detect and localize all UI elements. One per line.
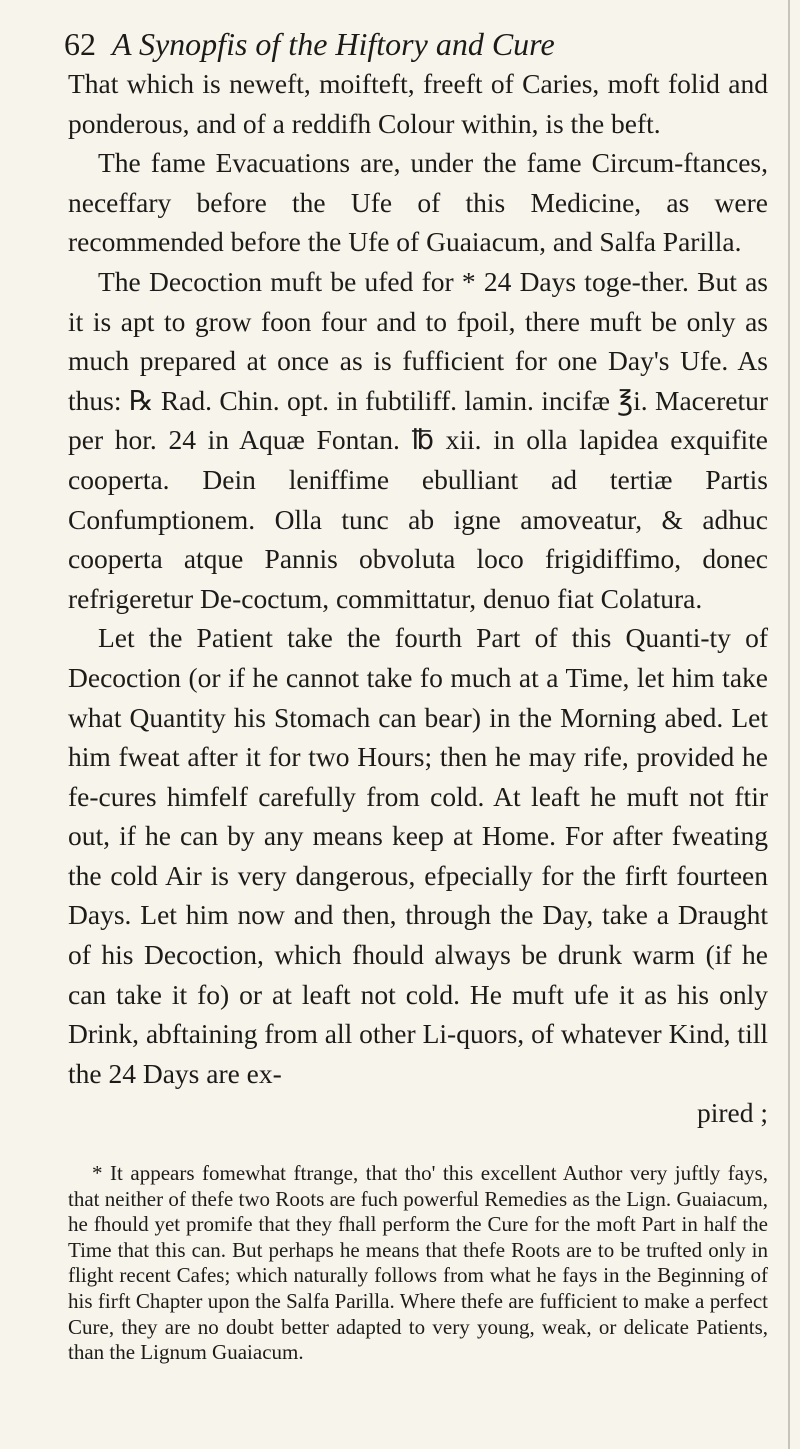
page-number: 62	[64, 26, 96, 62]
paragraph-4: Let the Patient take the fourth Part of this Quanti-ty of Decoction (or if he cannot take fo much at a Time, let him take what Quantity his Stomach can bear) in the Morning abed. Let him fweat after it for two Hours; then he may rife, provided he fe-cures himfelf carefully from cold. At leaft he muft not ftir out, if he can by any means keep at Home. For after fweating the cold Air is very dangerous, efpecially for the firft fourteen Days. Let him now and then, through the Day, take a Draught of his Decoction, which fhould always be drunk warm (if he can take it fo) or at leaft not cold. He muft ufe it as his only Drink, abftaining from all other Li-quors, of whatever Kind, till the 24 Days are ex-	[68, 622, 768, 1089]
running-title: A Synopfis of the Hiftory and Cure	[112, 26, 555, 62]
footnote-text: * It appears fomewhat ftrange, that tho' this excellent Author very juftly fays, that neither of thefe two Roots are fuch powerful Remedies as the Lign. Guaiacum, he fhould yet promife that they fhall perform the Cure for the moft Part in half the Time that this can. But perhaps he means that thefe Roots are to be trufted only in flight recent Cafes; which naturally follows from what he fays in the Beginning of his firft Chapter upon the Salfa Parilla. Where thefe are fufficient to make a perfect Cure, they are no doubt better adapted to very young, weak, or delicate Patients, than the Lignum Guaiacum.	[68, 1161, 768, 1365]
main-text	[68, 64, 768, 1133]
paragraph-1: That which is neweft, moifteft, freeft of Caries, moft folid and ponderous, and of a reddifh Colour within, is the beft.	[68, 68, 768, 139]
paragraph-4-end: pired ;	[696, 1097, 768, 1129]
paragraph-3: The Decoction muft be ufed for * 24 Days toge-ther. But as it is apt to grow foon four and to fpoil, there muft be only as much prepared at once as is fufficient for one Day's Ufe. As thus: ℞ Rad. Chin. opt. in fubtiliff. lamin. incifæ ℥i. Maceretur per hor. 24 in Aquæ Fontan. ℔ xii. in olla lapidea exquifite cooperta. Dein leniffime ebulliant ad tertiæ Partis Confumptionem. Olla tunc ab igne amoveatur, & adhuc cooperta atque Pannis obvoluta loco frigidiffimo, donec refrigeretur De-coctum, committatur, denuo fiat Colatura.	[68, 265, 768, 614]
page-header	[64, 0, 768, 62]
footnote	[68, 1161, 768, 1366]
paragraph-2: The fame Evacuations are, under the fame Circum-ftances, neceffary before the Ufe of this Medicine, as were recommended before the Ufe of Guaiacum, and Salfa Parilla.	[68, 147, 768, 258]
